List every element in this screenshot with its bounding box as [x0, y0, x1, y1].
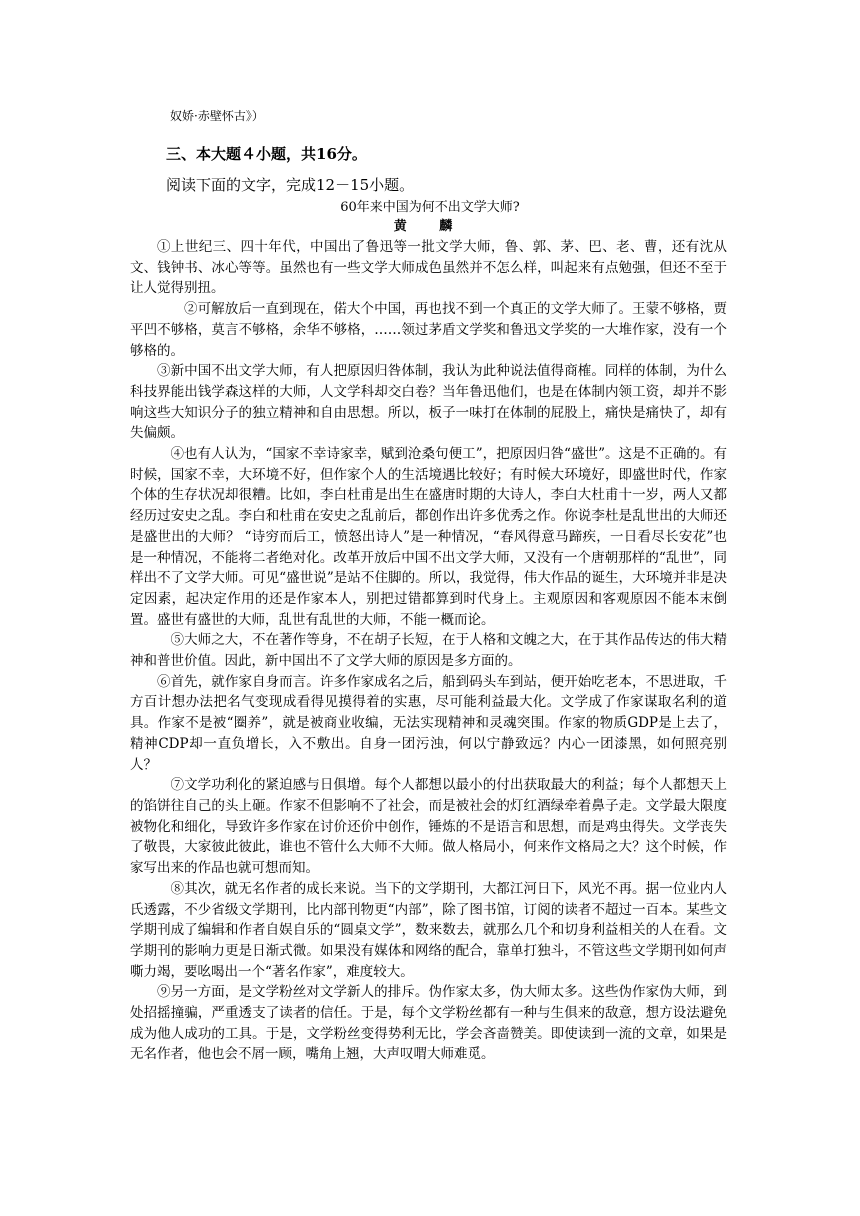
paragraph-3: ③新中国不出文学大师，有人把原因归咎体制，我认为此种说法值得商榷。同样的体制，为什么科技界能出钱学森这样的大师，人文学科却交白卷？当年鲁迅他们，也是在体制内领工资，却并不影响这些大知识分子的独立精神和自由思想。所以，板子一味打在体制的屁股上，痛快是痛快了，却有失偏颇。 [130, 363, 727, 442]
reading-instruction: 阅读下面的文字，完成12－15小题。 [166, 176, 415, 194]
paragraph-8: ⑧其次，就无名作者的成长来说。当下的文学期刊，大都江河日下，风光不再。据一位业内人氏透露，不少省级文学期刊，比内部刊物更“内部”，除了图书馆，订阅的读者不超过一百本。某些文学期刊成了编辑和作者自娱自乐的“圆桌文学”，数来数去，就那么几个和切身利益相关的人在看。文学期刊的影响力更是日渐式微。如果没有媒体和网络的配合，靠单打独斗，不管这些文学期刊如何声嘶力竭，要吆喝出一个“著名作家”，难度较大。 [130, 880, 727, 980]
paragraph-9: ⑨另一方面，是文学粉丝对文学新人的排斥。伪作家太多，伪大师太多。这些伪作家伪大师，到处招摇撞骗，严重透支了读者的信任。于是，每个文学粉丝都有一种与生俱来的敌意，想方设法避免成为他人成功的工具。于是，文学粉丝变得势利无比，学会吝啬赞美。即使读到一流的文章，如果是无名作者，他也会不屑一顾，嘴角上翘，大声叹喟大师难觅。 [130, 984, 727, 1063]
paragraph-6: ⑥首先，就作家自身而言。许多作家成名之后，船到码头车到站，便开始吃老本，不思进取，千方百计想办法把名气变现成看得见摸得着的实惠，尽可能利益最大化。文学成了作家谋取名利的道具。作家不是被“圈养”，就是被商业收编，无法实现精神和灵魂突围。作家的物质GDP是上去了，精神CDP却一直负增长，入不敷出。自身一团污浊，何以宁静致远？内心一团漆黑，如何照亮别人？ [130, 673, 727, 773]
previous-fragment: 奴娇·赤壁怀古》） [170, 109, 264, 123]
paragraph-7: ⑦文学功利化的紧迫感与日俱增。每个人都想以最小的付出获取最大的利益；每个人都想天上的馅饼往自己的头上砸。作家不但影响不了社会，而是被社会的灯红酒绿牵着鼻子走。文学最大限度被物化和细化，导致许多作家在讨价还价中创作，锤炼的不是语言和思想，而是鸡虫得失。文学丧失了敬畏，大家彼此彼此，谁也不管什么大师不大师。做人格局小，何来作文格局之大？这个时候，作家写出来的作品也就可想而知。 [130, 777, 727, 877]
article-author: 黄 麟 [393, 219, 467, 234]
paragraph-1: ①上世纪三、四十年代，中国出了鲁迅等一批文学大师，鲁、郭、茅、巴、老、曹，还有沈从文、钱钟书、冰心等等。虽然也有一些文学大师成色虽然并不怎么样，叫起来有点勉强，但还不至于让人觉得别扭。 [130, 239, 727, 297]
article-body [130, 237, 727, 1065]
article-title: 60年来中国为何不出文学大师? [340, 200, 520, 215]
paragraph-4: ④也有人认为，“国家不幸诗家幸，赋到沧桑句便工”，把原因归咎“盛世”。这是不正确的。有时候，国家不幸，大环境不好，但作家个人的生活境遇比较好；有时候大环境好，即盛世时代，作家个体的生存状况却很糟。比如，李白杜甫是出生在盛唐时期的大诗人，李白大杜甫十一岁，两人又都经历过安史之乱。李白和杜甫在安史之乱前后，都创作出许多优秀之作。你说李杜是乱世出的大师还是盛世出的大师？ “诗穷而后工，愤怒出诗人”是一种情况，“春风得意马蹄疾，一日看尽长安花”也是一种情况，不能将二者绝对化。改革开放后中国不出文学大师，又没有一个唐朝那样的“乱世”，同样出不了文学大师。可见“盛世说”是站不住脚的。所以，我觉得，伟大作品的诞生，大环境并非是决定因素，起决定作用的还是作家本人，别把过错都算到时代身上。主观原因和客观原因不能本末倒置。盛世有盛世的大师，乱世有乱世的大师，不能一概而论。 [130, 446, 727, 628]
paragraph-2: ②可解放后一直到现在，偌大个中国，再也找不到一个真正的文学大师了。王蒙不够格，贾平凹不够格，莫言不够格，余华不够格，……领过茅盾文学奖和鲁迅文学奖的一大堆作家，没有一个够格的。 [130, 301, 727, 359]
section-heading: 三、本大题４小题，共16分。 [166, 145, 367, 163]
paragraph-5: ⑤大师之大，不在著作等身，不在胡子长短，在于人格和文魄之大，在于其作品传达的伟大精神和普世价值。因此，新中国出不了文学大师的原因是多方面的。 [130, 632, 727, 670]
